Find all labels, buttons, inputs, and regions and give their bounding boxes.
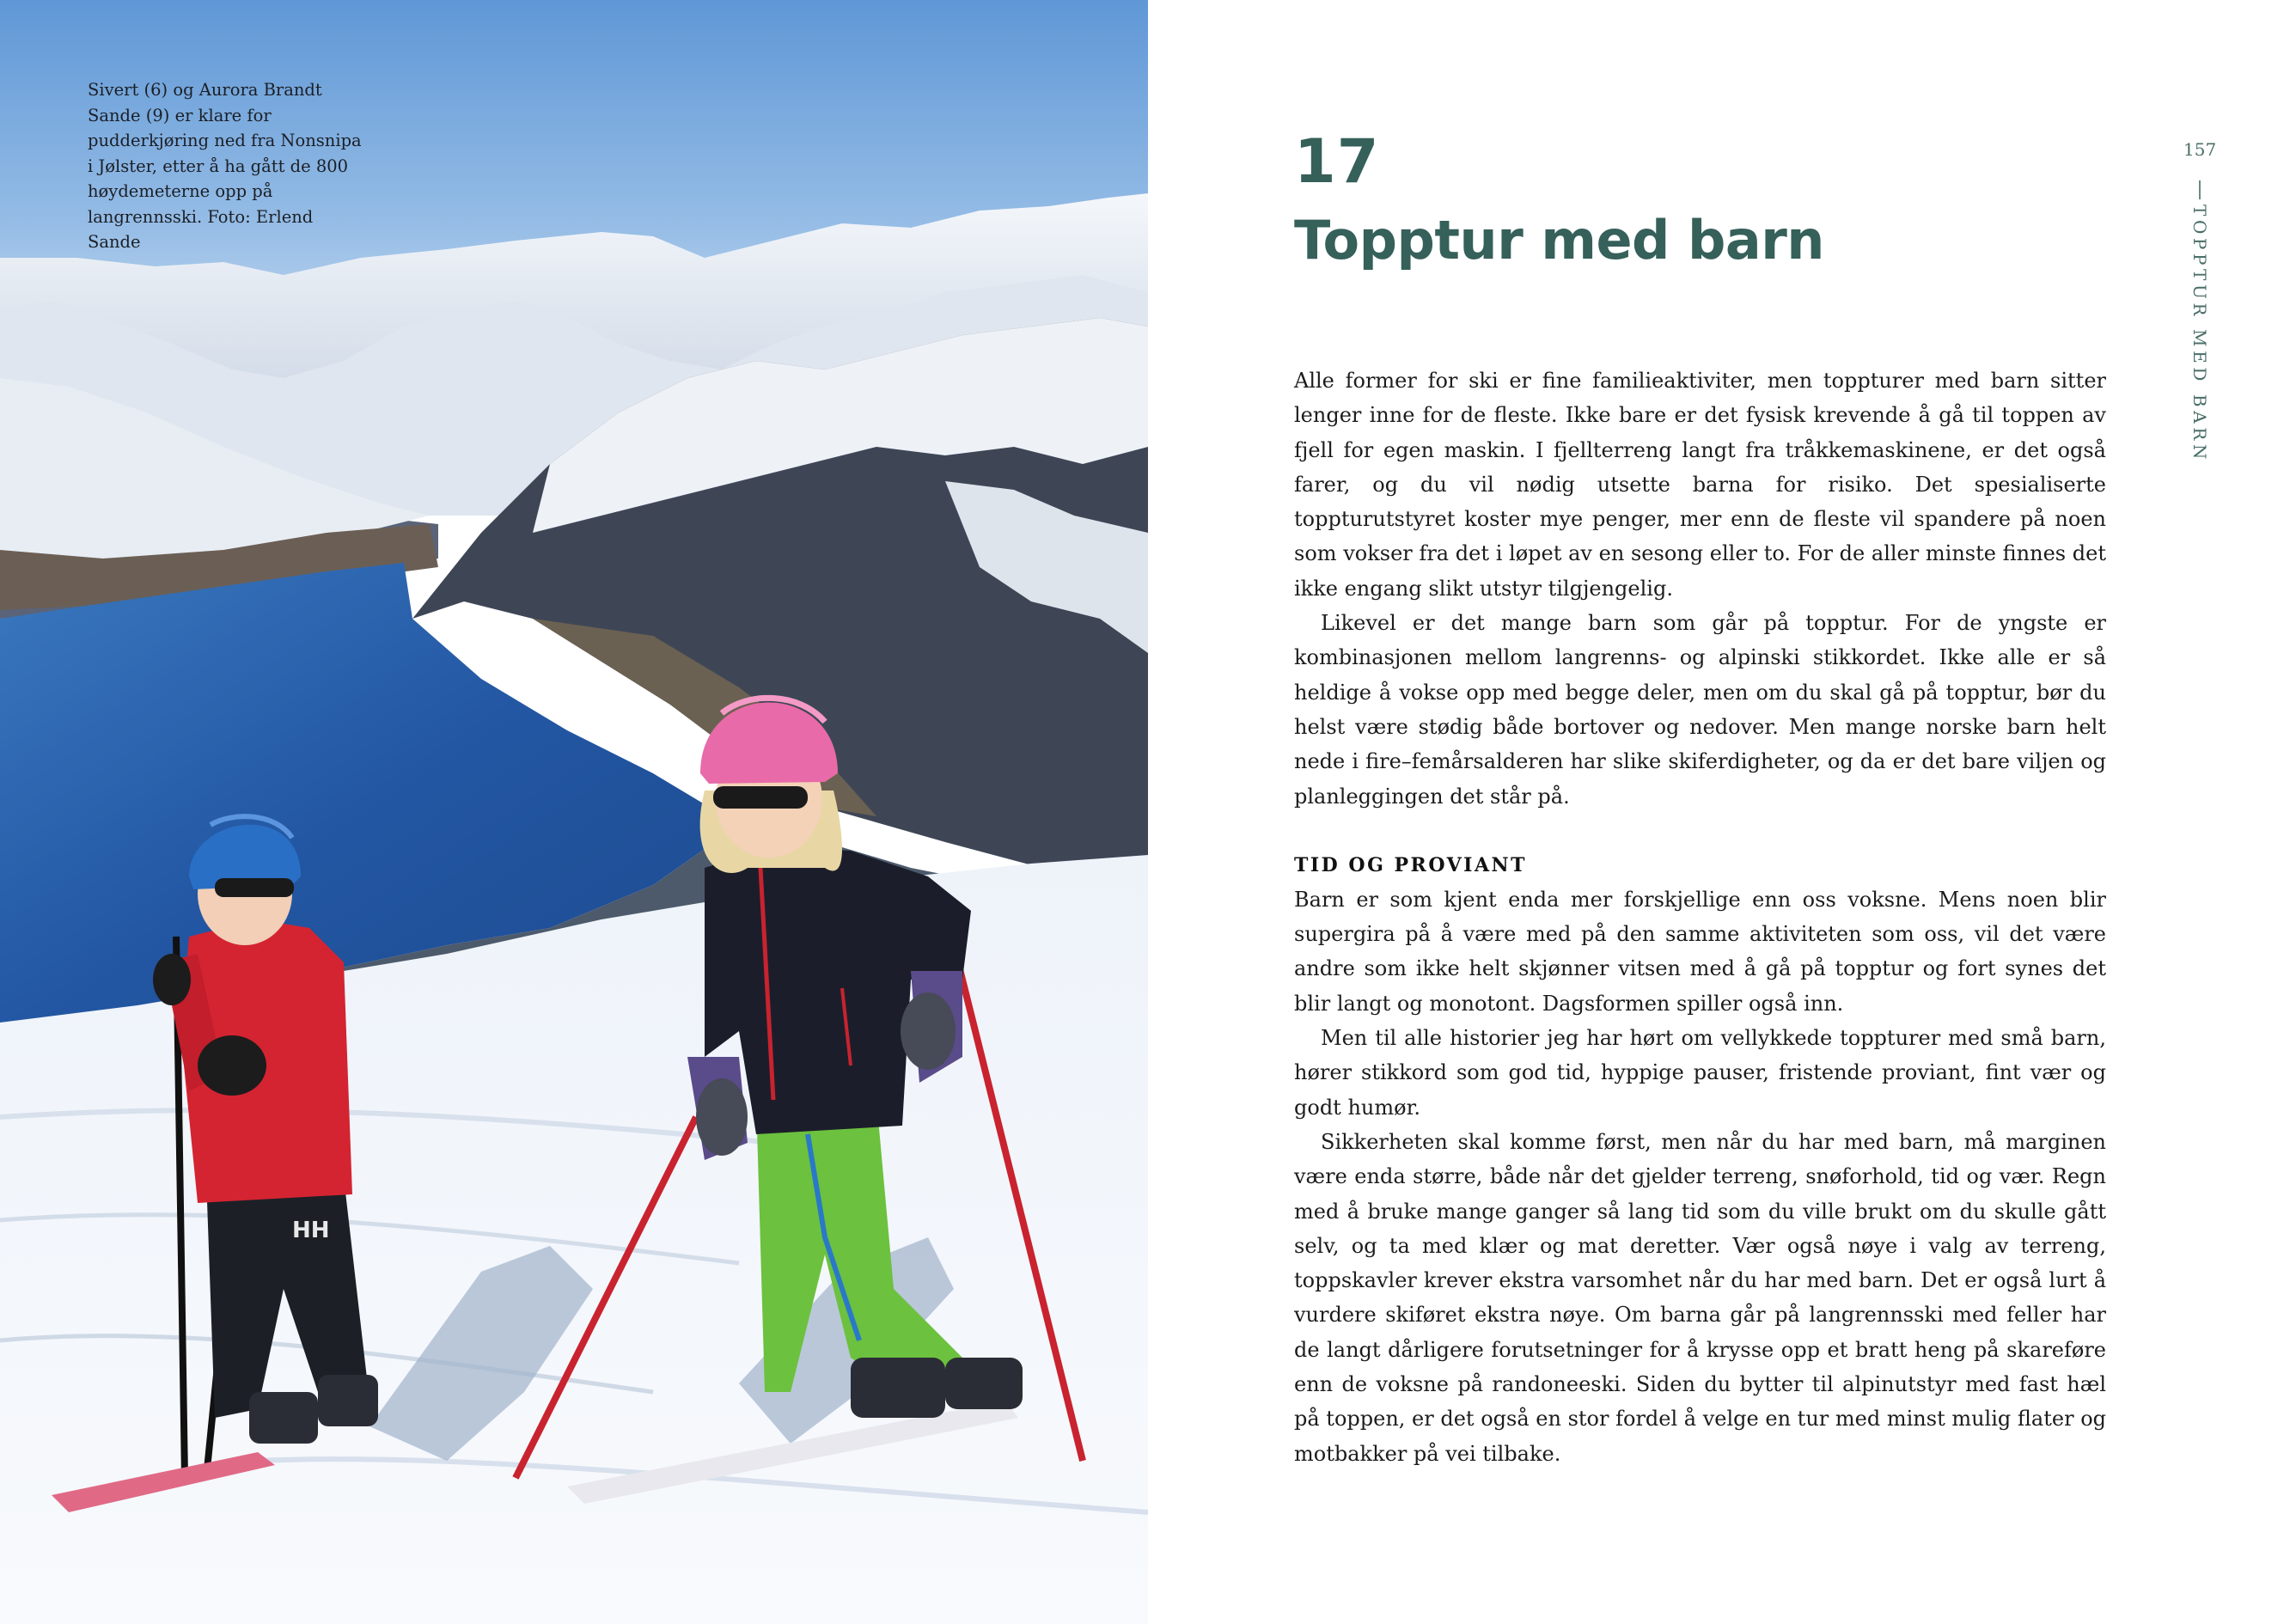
- chapter-body: [1294, 363, 2106, 1471]
- chapter-number: 17: [1294, 126, 1380, 197]
- running-head: TOPPTUR MED BARN: [2189, 205, 2210, 464]
- paragraph: Likevel er det mange barn som går på topptur. For de yngste er kombinasjonen mellom langrenns- og alpinski stikkordet. Ikke alle er så heldige å vokse opp med begge deler, men om du skal gå på topptur, bør du helst være stødig både bortover og nedover. Men mange norske barn helt nede i fire–femårsalderen har slike skiferdigheter, og da er det bare viljen og planleggingen det står på.: [1294, 611, 2106, 809]
- text-page: [1148, 0, 2296, 1624]
- paragraph: Sikkerheten skal komme først, men når du har med barn, må marginen være enda større, både når det gjelder terreng, snøforhold, tid og vær. Regn med å bruke mange ganger så lang tid som du ville brukt om du skulle gått selv, og ta med klær og mat deretter. Vær også nøye i valg av terreng, toppskavler krever ekstra varsomhet når du har med barn. Det er også lurt å vurdere skiføret ekstra nøye. Om barna går på langrennsski med feller har de langt dårligere forutsetninger for å krysse opp et bratt heng på skareføre enn de voksne på randoneeski. Siden du bytter til alpinutstyr med fast hæl på toppen, er det også en stor fordel å velge en tur med minst mulig flater og motbakker på vei tilbake.: [1294, 1129, 2106, 1466]
- photo-caption: Sivert (6) og Aurora Brandt Sande (9) er klare for pudderkjøring ned fra Nonsnipa i Jølster, etter å ha gått de 800 høydemeterne opp på langrennsski. Foto: Erlend Sande: [88, 80, 362, 252]
- running-head-divider: [2199, 180, 2201, 199]
- page-number: 157: [2183, 139, 2217, 160]
- paragraph: Barn er som kjent enda mer forskjellige enn oss voksne. Mens noen blir supergira på å være med på den samme aktiviteten som oss, vil det være andre som ikke helt skjønner vitsen med å gå på topptur og fort synes det blir langt og monotont. Dagsformen spiller også inn.: [1294, 887, 2106, 1016]
- chapter-title: Topptur med barn: [1294, 209, 1824, 272]
- paragraph: Men til alle historier jeg har hørt om vellykkede toppturer med små barn, hører stikkord som god tid, hyppige pauser, fristende proviant, fint vær og godt humør.: [1294, 1026, 2106, 1120]
- section-heading: TID OG PROVIANT: [1294, 853, 1528, 876]
- paragraph: Alle former for ski er fine familieaktiviter, men toppturer med barn sitter lenger inne for de fleste. Ikke bare er det fysisk krevende å gå til toppen av fjell for egen maskin. I fjellterreng langt fra tråkkemaskinene, er det også farer, og du vil nødig utsette barna for risiko. Det spesialiserte toppturutstyret koster mye penger, mer enn de fleste vil spandere på noen som vokser fra det i løpet av en sesong eller to. For de aller minste finnes det ikke engang slikt utstyr tilgjengelig.: [1294, 369, 2106, 601]
- helmet-text: HH: [292, 1218, 330, 1243]
